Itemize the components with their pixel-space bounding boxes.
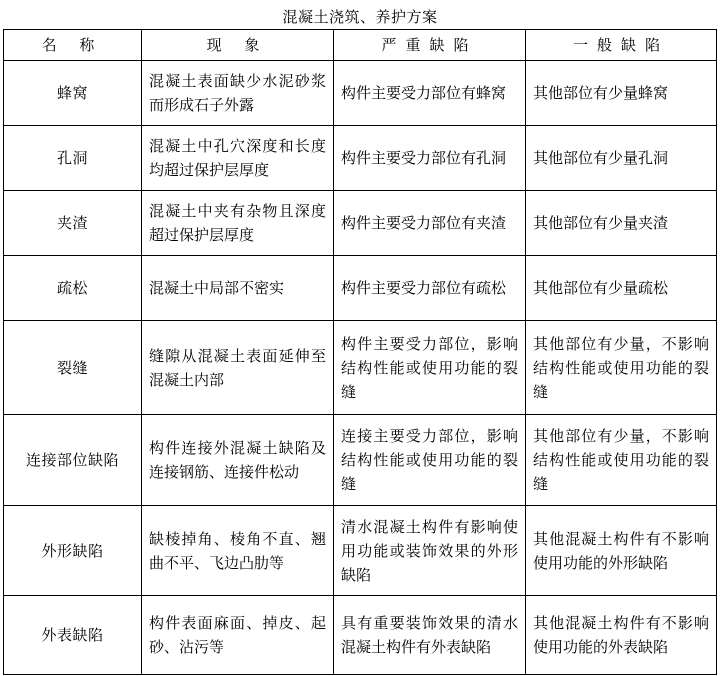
header-general-defect: 一般缺陷 [526, 30, 717, 61]
header-phenomenon: 现 象 [142, 30, 334, 61]
table-row [4, 415, 717, 506]
row-serious: 构件主要受力部位有疏松 [334, 256, 526, 321]
table-row [4, 191, 717, 256]
table-row [4, 321, 717, 415]
row-phenomenon: 混凝土中夹有杂物且深度超过保护层厚度 [142, 191, 334, 256]
header-serious-defect: 严重缺陷 [334, 30, 526, 61]
row-serious: 清水混凝土构件有影响使用功能或装饰效果的外形缺陷 [334, 506, 526, 596]
row-general: 其他部位有少量蜂窝 [526, 61, 717, 126]
row-serious: 构件主要受力部位有孔洞 [334, 126, 526, 191]
row-name: 蜂窝 [4, 61, 142, 126]
row-general: 其他部位有少量疏松 [526, 256, 717, 321]
table-row [4, 61, 717, 126]
header-name: 名 称 [4, 30, 142, 61]
document-title: 混凝土浇筑、养护方案 [282, 8, 438, 26]
row-name: 疏松 [4, 256, 142, 321]
row-serious: 构件主要受力部位有蜂窝 [334, 61, 526, 126]
row-phenomenon: 混凝土中局部不密实 [142, 256, 334, 321]
row-general: 其他部位有少量，不影响结构性能或使用功能的裂缝 [526, 321, 717, 415]
table-row [4, 506, 717, 596]
row-phenomenon: 缝隙从混凝土表面延伸至混凝土内部 [142, 321, 334, 415]
row-general: 其他部位有少量夹渣 [526, 191, 717, 256]
row-name: 连接部位缺陷 [4, 415, 142, 506]
table-row [4, 126, 717, 191]
table-row [4, 596, 717, 675]
row-serious: 连接主要受力部位，影响结构性能或使用功能的裂缝 [334, 415, 526, 506]
row-general: 其他混凝土构件有不影响使用功能的外形缺陷 [526, 506, 717, 596]
row-phenomenon: 混凝土中孔穴深度和长度均超过保护层厚度 [142, 126, 334, 191]
row-serious: 构件主要受力部位有夹渣 [334, 191, 526, 256]
table-row [4, 256, 717, 321]
row-name: 孔洞 [4, 126, 142, 191]
row-name: 外形缺陷 [4, 506, 142, 596]
row-general: 其他部位有少量，不影响结构性能或使用功能的裂缝 [526, 415, 717, 506]
row-serious: 具有重要装饰效果的清水混凝土构件有外表缺陷 [334, 596, 526, 675]
row-phenomenon: 缺棱掉角、棱角不直、翘曲不平、飞边凸肋等 [142, 506, 334, 596]
row-general: 其他部位有少量孔洞 [526, 126, 717, 191]
row-general: 其他混凝土构件有不影响使用功能的外表缺陷 [526, 596, 717, 675]
row-name: 夹渣 [4, 191, 142, 256]
row-phenomenon: 构件表面麻面、掉皮、起砂、沾污等 [142, 596, 334, 675]
row-phenomenon: 混凝土表面缺少水泥砂浆而形成石子外露 [142, 61, 334, 126]
row-name: 外表缺陷 [4, 596, 142, 675]
row-serious: 构件主要受力部位，影响结构性能或使用功能的裂缝 [334, 321, 526, 415]
table-header-row [4, 30, 717, 61]
row-name: 裂缝 [4, 321, 142, 415]
defects-table [3, 29, 717, 675]
row-phenomenon: 构件连接外混凝土缺陷及连接钢筋、连接件松动 [142, 415, 334, 506]
